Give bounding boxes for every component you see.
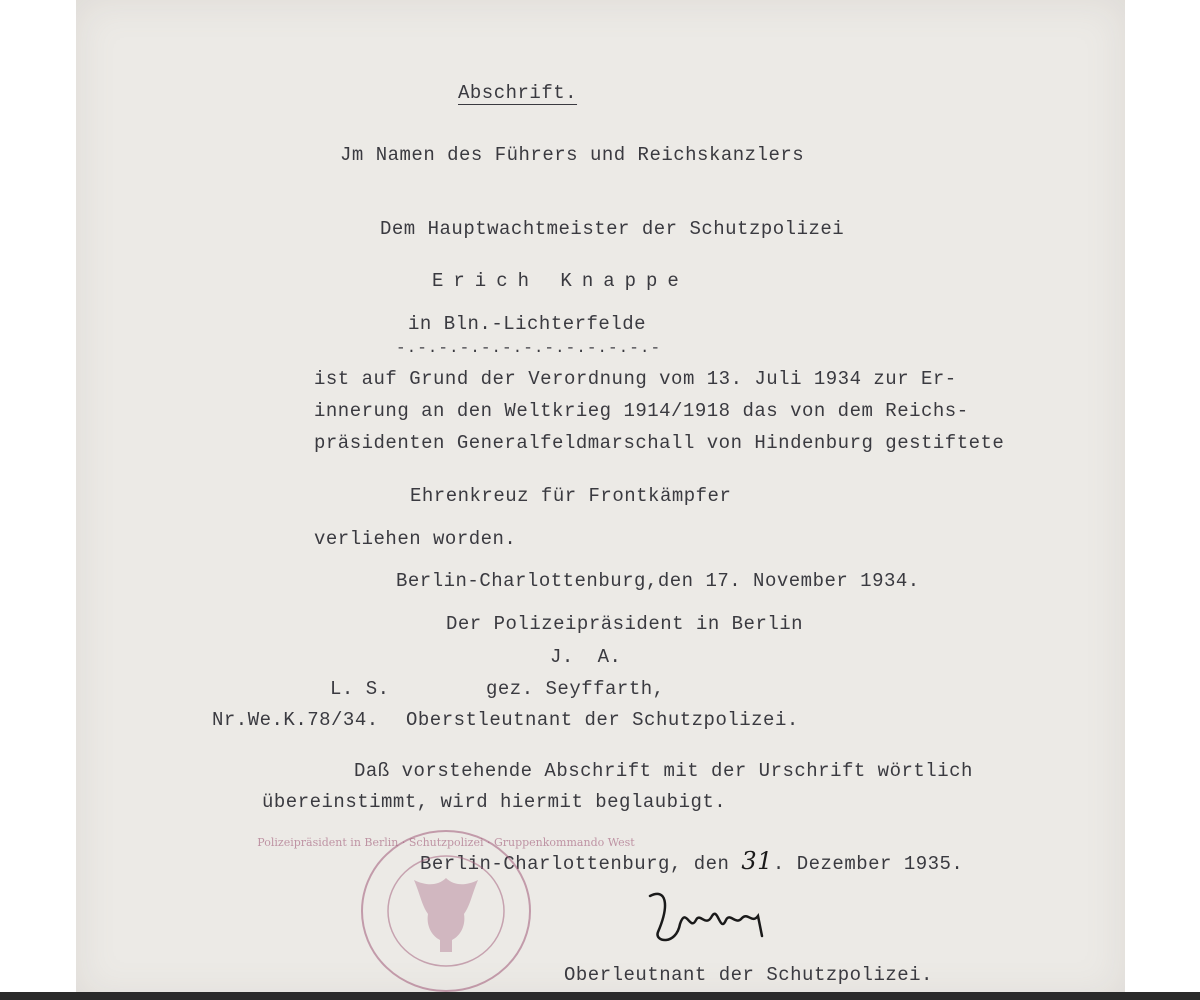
ia-line: J. A.: [550, 646, 622, 668]
place-date-1: Berlin-Charlottenburg,den 17. November 1934.: [396, 570, 920, 592]
handwritten-signature: [636, 876, 776, 956]
recipient-location: in Bln.-Lichterfelde: [408, 313, 647, 335]
recipient-line: Dem Hauptwachtmeister der Schutzpolizei: [380, 218, 845, 240]
certification-line-2: übereinstimmt, wird hiermit beglaubigt.: [262, 791, 727, 813]
handwritten-day: 31: [741, 847, 773, 875]
certification-line-1: Daß vorstehende Abschrift mit der Urschrift wörtlich: [354, 760, 973, 782]
place-date-2-suffix: . Dezember 1935.: [772, 853, 964, 875]
authority-line: Der Polizeipräsident in Berlin: [446, 613, 804, 635]
rank-2: Oberleutnant der Schutzpolizei.: [564, 964, 933, 986]
award-name: Ehrenkreuz für Frontkämpfer: [410, 485, 732, 507]
body-line-2: innerung an den Weltkrieg 1914/1918 das von dem Reichs-: [314, 400, 969, 422]
file-number: Nr.We.K.78/34.: [212, 709, 379, 731]
separator-rule: -.-.-.-.-.-.-.-.-.-.-.-.-: [396, 339, 662, 357]
stamp-text: Polizeipräsident in Berlin · Schutzpolizei · Gruppenkommando West: [257, 836, 635, 849]
body-line-1: ist auf Grund der Verordnung vom 13. Juli 1934 zur Er-: [314, 368, 957, 390]
ls-mark: L. S.: [330, 678, 390, 700]
intro-line: Jm Namen des Führers und Reichskanzlers: [340, 144, 805, 166]
signed-by: gez. Seyffarth,: [486, 678, 665, 700]
bottom-edge: [0, 992, 1200, 1000]
place-date-2-prefix: Berlin-Charlottenburg, den: [420, 853, 742, 875]
rank-1: Oberstleutnant der Schutzpolizei.: [406, 709, 799, 731]
recipient-name: Erich Knappe: [432, 270, 689, 292]
body-line-3: präsidenten Generalfeldmarschall von Hindenburg gestiftete: [314, 432, 1005, 454]
heading: Abschrift.: [458, 82, 578, 104]
conferred-line: verliehen worden.: [314, 528, 517, 550]
